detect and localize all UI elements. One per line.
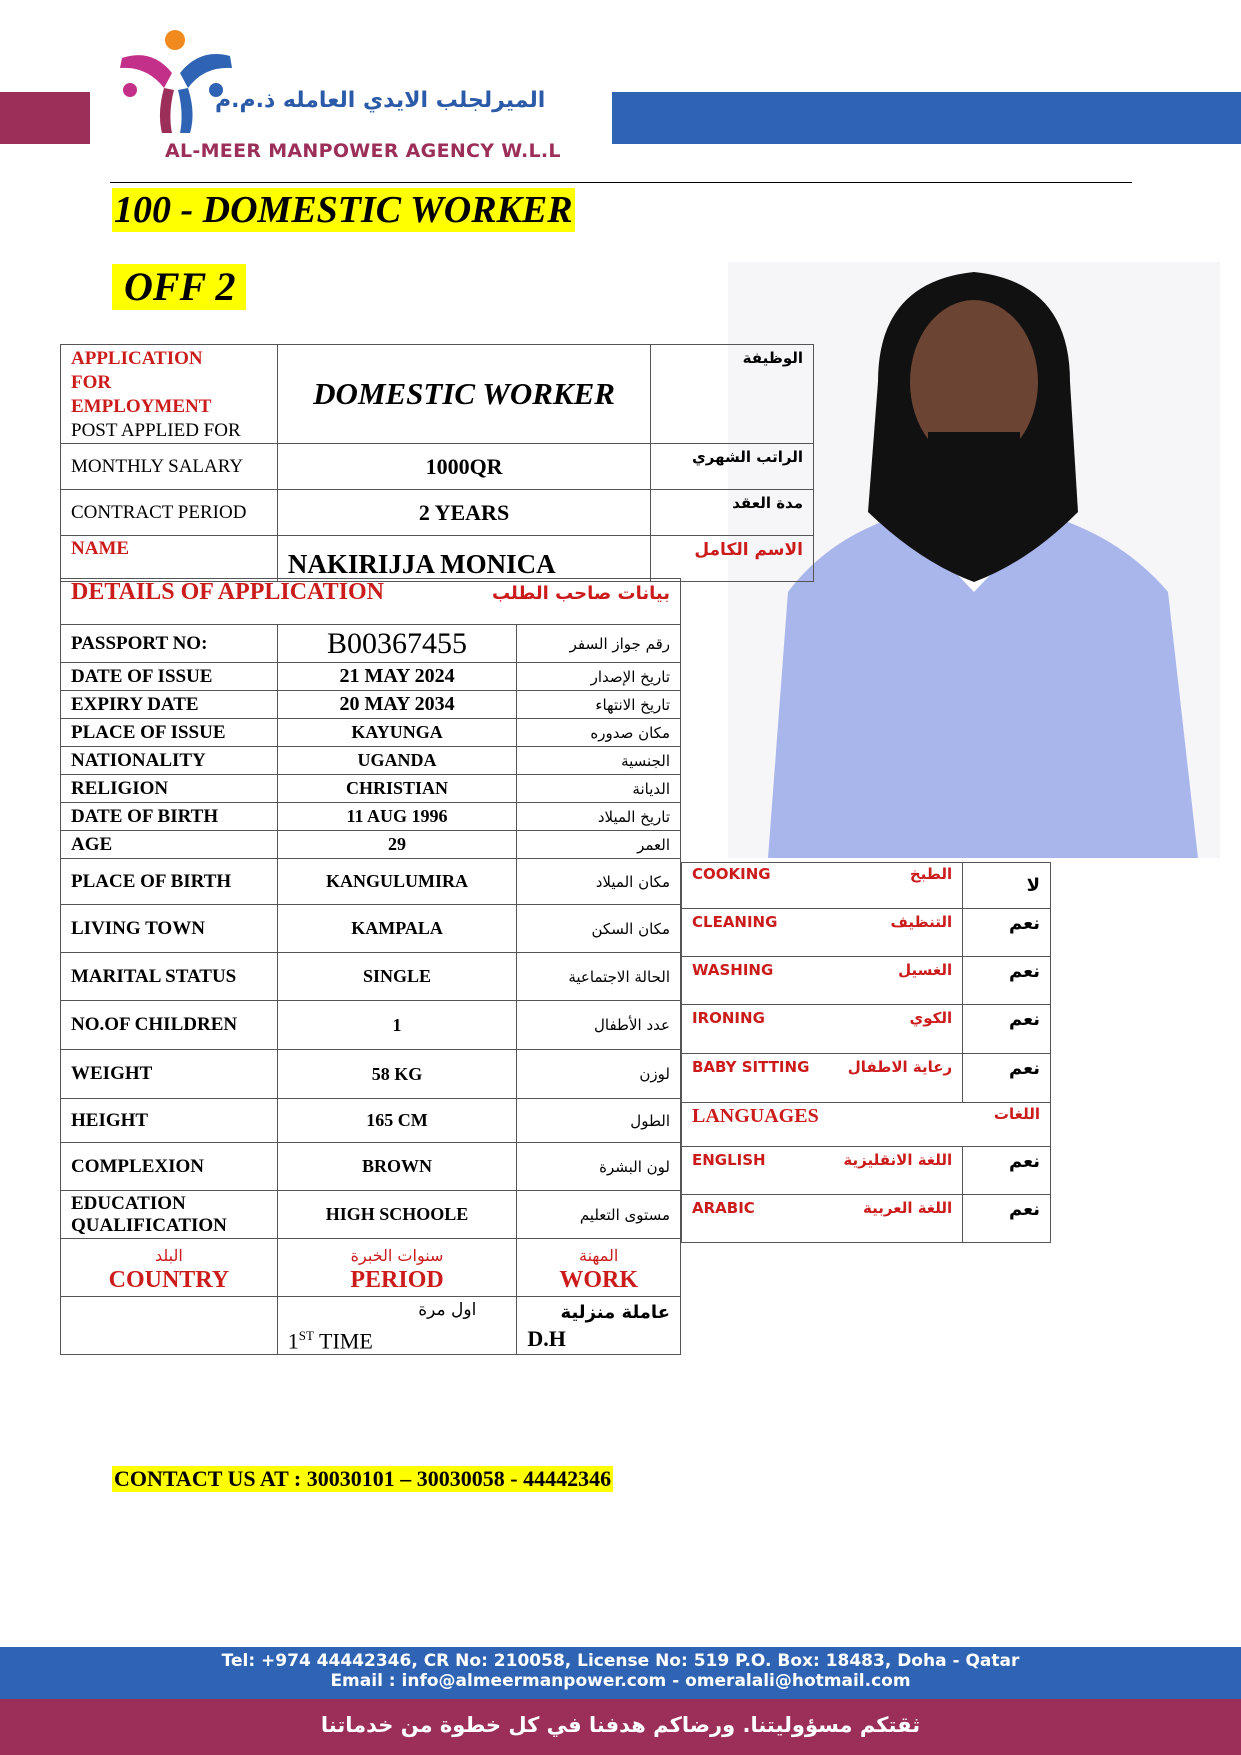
expiry-date-ar: تاريخ الانتهاء (517, 691, 681, 719)
skill-row (682, 1005, 1051, 1054)
table-row (61, 444, 814, 490)
age-label: AGE (61, 831, 278, 859)
table-row (61, 1001, 681, 1050)
skill-answer: نعم (963, 1054, 1051, 1103)
language-answer: نعم (963, 1195, 1051, 1243)
details-heading-row (61, 579, 681, 625)
table-row (61, 859, 681, 905)
table-row (61, 803, 681, 831)
period-heading: PERIOD (350, 1266, 444, 1293)
religion-ar: الديانة (517, 775, 681, 803)
weight-value: 58 KG (277, 1050, 517, 1099)
name-label: NAME (61, 536, 278, 582)
application-for-employment-label: APPLICATION FOR EMPLOYMENT (71, 348, 212, 417)
skill-en: IRONING (692, 1009, 765, 1027)
contract-period-ar: مدة العقد (651, 490, 814, 536)
footer-slogan: ثقتكم مسؤوليتنا. ورضاكم هدفنا في كل خطوة من خدماتنا (0, 1699, 1241, 1755)
skills-table (681, 862, 1051, 1243)
table-row (61, 831, 681, 859)
table-row (61, 663, 681, 691)
skill-ar: التنظيف (890, 913, 953, 931)
country-heading: COUNTRY (108, 1266, 230, 1293)
language-en: ENGLISH (692, 1151, 766, 1169)
footer-line2: Email : info@almeermanpower.com - omeralali@hotmail.com (330, 1671, 911, 1691)
skill-ar: الغسيل (898, 961, 953, 979)
period-ar: سنوات الخبرة (350, 1245, 444, 1265)
work-value: D.H (527, 1325, 566, 1351)
skill-ar: رعاية الاطفال (847, 1058, 953, 1076)
skill-en: COOKING (692, 865, 771, 883)
age-value: 29 (277, 831, 517, 859)
name-ar: الاسم الكامل (651, 536, 814, 582)
place-of-issue-value: KAYUNGA (277, 719, 517, 747)
nationality-value: UGANDA (277, 747, 517, 775)
education-value: HIGH SCHOOLE (277, 1191, 517, 1239)
education-label: EDUCATION QUALIFICATION (61, 1191, 278, 1239)
height-value: 165 CM (277, 1099, 517, 1143)
details-table (60, 578, 681, 1355)
skill-en: WASHING (692, 961, 774, 979)
language-ar: اللغة الانقليزية (843, 1151, 953, 1169)
skill-row (682, 1054, 1051, 1103)
period-value-rest: TIME (313, 1328, 373, 1354)
monthly-salary-label: MONTHLY SALARY (61, 444, 278, 490)
complexion-value: BROWN (277, 1143, 517, 1191)
dob-ar: تاريخ الميلاد (517, 803, 681, 831)
dob-label: DATE OF BIRTH (61, 803, 278, 831)
place-of-issue-label: PLACE OF ISSUE (61, 719, 278, 747)
table-row (61, 1050, 681, 1099)
issue-date-label: DATE OF ISSUE (61, 663, 278, 691)
living-town-label: LIVING TOWN (61, 905, 278, 953)
work-heading: WORK (559, 1266, 638, 1293)
marital-status-value: SINGLE (277, 953, 517, 1001)
children-value: 1 (277, 1001, 517, 1050)
languages-heading-ar: اللغات (993, 1105, 1040, 1123)
monthly-salary-ar: الراتب الشهري (651, 444, 814, 490)
language-row (682, 1195, 1051, 1243)
contract-period-value: 2 YEARS (277, 490, 650, 536)
table-row (61, 345, 814, 444)
languages-heading-row (682, 1103, 1051, 1147)
table-row (61, 536, 814, 582)
divider-line (110, 182, 1132, 183)
education-ar: مستوى التعليم (517, 1191, 681, 1239)
post-applied-ar: الوظيفة (651, 345, 814, 444)
skill-answer: لا (963, 863, 1051, 909)
issue-date-ar: تاريخ الإصدار (517, 663, 681, 691)
period-value-number: 1 (287, 1328, 299, 1354)
skill-row (682, 957, 1051, 1005)
skill-row (682, 909, 1051, 957)
passport-label: PASSPORT NO: (61, 625, 278, 663)
period-value-ar: اول مرة (418, 1300, 477, 1320)
skill-row (682, 863, 1051, 909)
place-of-birth-ar: مكان الميلاد (517, 859, 681, 905)
language-en: ARABIC (692, 1199, 755, 1217)
table-row (61, 1143, 681, 1191)
table-row (61, 953, 681, 1001)
passport-value: B00367455 (277, 625, 517, 663)
height-ar: الطول (517, 1099, 681, 1143)
skill-answer: نعم (963, 957, 1051, 1005)
skill-en: BABY SITTING (692, 1058, 810, 1076)
place-of-birth-label: PLACE OF BIRTH (61, 859, 278, 905)
table-row (61, 625, 681, 663)
application-table (60, 344, 814, 582)
nationality-ar: الجنسية (517, 747, 681, 775)
post-applied-value: DOMESTIC WORKER (277, 345, 650, 444)
height-label: HEIGHT (61, 1099, 278, 1143)
logo-arabic-name: الميرلجلب الايدي العامله ذ.م.م (215, 88, 546, 113)
monthly-salary-value: 1000QR (277, 444, 650, 490)
complexion-label: COMPLEXION (61, 1143, 278, 1191)
footer-contact-bar (0, 1647, 1241, 1699)
experience-country-value (61, 1297, 278, 1355)
country-ar: البلد (154, 1245, 183, 1265)
languages-heading: LANGUAGES (692, 1105, 819, 1127)
off-label: OFF 2 (112, 264, 246, 310)
footer-line1: Tel: +974 44442346, CR No: 210058, License No: 519 P.O. Box: 18483, Doha - Qatar (221, 1651, 1020, 1671)
religion-label: RELIGION (61, 775, 278, 803)
skill-ar: الكوي (909, 1009, 953, 1027)
marital-status-label: MARITAL STATUS (61, 953, 278, 1001)
age-ar: العمر (517, 831, 681, 859)
contact-line: CONTACT US AT : 30030101 – 30030058 - 44442346 (114, 1466, 612, 1491)
table-row (61, 490, 814, 536)
skill-answer: نعم (963, 1005, 1051, 1054)
skill-en: CLEANING (692, 913, 778, 931)
experience-row (61, 1297, 681, 1355)
header-bar-right (612, 92, 1241, 144)
contract-period-label: CONTRACT PERIOD (61, 490, 278, 536)
expiry-date-label: EXPIRY DATE (61, 691, 278, 719)
children-ar: عدد الأطفال (517, 1001, 681, 1050)
living-town-value: KAMPALA (277, 905, 517, 953)
passport-ar: رقم جواز السفر (517, 625, 681, 663)
period-value (288, 1323, 507, 1354)
nationality-label: NATIONALITY (61, 747, 278, 775)
header-bar-left (0, 92, 90, 144)
post-applied-label: POST APPLIED FOR (71, 420, 241, 441)
marital-status-ar: الحالة الاجتماعية (517, 953, 681, 1001)
language-answer: نعم (963, 1147, 1051, 1195)
table-row (61, 775, 681, 803)
period-value-suffix: ST (298, 1328, 314, 1343)
work-value-ar: عاملة منزلية (560, 1301, 670, 1323)
dob-value: 11 AUG 1996 (277, 803, 517, 831)
weight-label: WEIGHT (61, 1050, 278, 1099)
living-town-ar: مكان السكن (517, 905, 681, 953)
table-row (61, 747, 681, 775)
details-heading-ar: بيانات صاحب الطلب (491, 583, 670, 604)
table-row (61, 1191, 681, 1239)
complexion-ar: لون البشرة (517, 1143, 681, 1191)
experience-header-row (61, 1239, 681, 1297)
language-row (682, 1147, 1051, 1195)
children-label: NO.OF CHILDREN (61, 1001, 278, 1050)
logo-english-name: AL-MEER MANPOWER AGENCY W.L.L (165, 140, 561, 162)
table-row (61, 905, 681, 953)
skill-ar: الطبخ (909, 865, 953, 883)
work-ar: المهنة (578, 1245, 619, 1265)
details-heading: DETAILS OF APPLICATION (71, 579, 384, 605)
name-value: NAKIRIJJA MONICA (277, 536, 650, 582)
place-of-birth-value: KANGULUMIRA (277, 859, 517, 905)
religion-value: CHRISTIAN (277, 775, 517, 803)
issue-date-value: 21 MAY 2024 (277, 663, 517, 691)
agency-logo-icon (112, 28, 242, 138)
table-row (61, 1099, 681, 1143)
page-title: 100 - DOMESTIC WORKER (114, 189, 573, 231)
table-row (61, 691, 681, 719)
weight-ar: لوزن (517, 1050, 681, 1099)
table-row (61, 719, 681, 747)
language-ar: اللغة العربية (863, 1199, 953, 1217)
place-of-issue-ar: مكان صدوره (517, 719, 681, 747)
expiry-date-value: 20 MAY 2034 (277, 691, 517, 719)
skill-answer: نعم (963, 909, 1051, 957)
